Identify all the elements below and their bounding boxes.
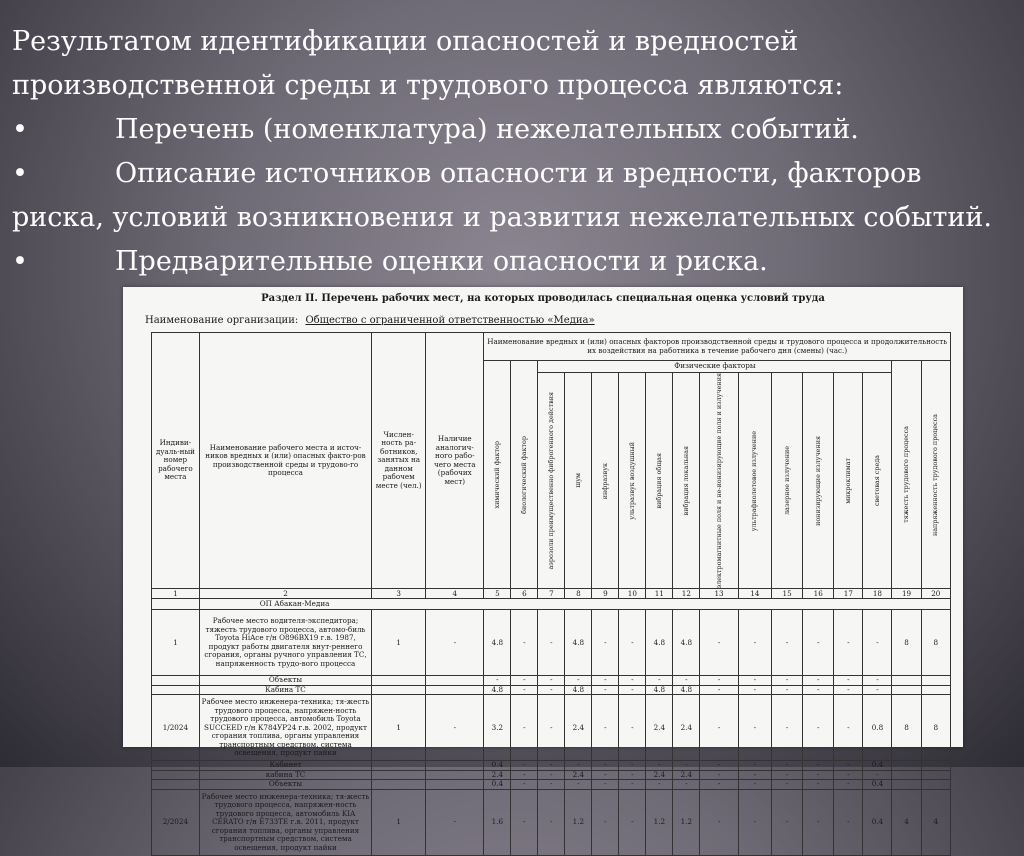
row-name: Рабочее место инженера-техника; тя-жесть трудового процесса, напряжен-ность трудового процесса, автомобиль Toyota SUCCEED г/н К784УР24 г.в. 2002, продукт сгорания топлива, органы управления транспортным средством, система освещения, продукт пайки: [199, 695, 371, 761]
table-row: [152, 695, 951, 761]
bullet-item: [12, 108, 1012, 152]
row-value: -: [863, 770, 892, 780]
row-value: 4.8: [646, 610, 673, 676]
row-value: -: [511, 610, 538, 676]
row-value: 2.4: [484, 770, 511, 780]
row-value: -: [646, 761, 673, 771]
row-value: -: [863, 610, 892, 676]
intro-paragraph: Результатом идентификации опасностей и вредностей производственной среды и трудового процесса являются:: [12, 26, 844, 101]
table-row: [152, 789, 951, 855]
table-row: [152, 676, 951, 686]
row-value: -: [538, 780, 565, 790]
row-value: -: [803, 685, 834, 695]
row-value: -: [803, 780, 834, 790]
row-value: 4.8: [646, 685, 673, 695]
row-value: 3.2: [484, 695, 511, 761]
row-value: -: [673, 676, 700, 686]
column-number: 11: [646, 589, 673, 599]
row-value: 2.4: [673, 695, 700, 761]
row-value: -: [700, 780, 738, 790]
row-value: -: [511, 789, 538, 855]
row-value: -: [834, 770, 863, 780]
row-id: 1: [152, 610, 200, 676]
header-analog: Наличие аналогич-ного рабо-чего места (рабочих мест): [426, 333, 484, 589]
row-value: -: [511, 780, 538, 790]
row-id: [152, 761, 200, 771]
row-value: [892, 676, 921, 686]
row-value: -: [700, 610, 738, 676]
row-value: -: [834, 789, 863, 855]
row-value: -: [592, 676, 619, 686]
row-value: -: [592, 780, 619, 790]
column-number: 19: [892, 589, 921, 599]
row-value: 8: [892, 695, 921, 761]
row-value: -: [700, 695, 738, 761]
table-row: [152, 610, 951, 676]
row-value: -: [511, 676, 538, 686]
row-name: Кабина ТС: [199, 685, 371, 695]
row-value: -: [700, 761, 738, 771]
row-analog: [426, 780, 484, 790]
row-value: -: [538, 676, 565, 686]
column-number: 5: [484, 589, 511, 599]
bullet-symbol: •: [12, 114, 28, 145]
row-value: 2.4: [565, 695, 592, 761]
column-number: 15: [772, 589, 803, 599]
header-name: Наименование рабочего места и источ-ников вредных и (или) опасных факто-ров производственной среды и трудово-го процесса: [199, 333, 371, 589]
row-value: 4: [921, 789, 950, 855]
row-count: [372, 676, 426, 686]
organization-label: Наименование организации:: [145, 315, 299, 326]
header-factor: световая среда: [863, 373, 892, 589]
row-value: 1.6: [484, 789, 511, 855]
row-value: -: [834, 685, 863, 695]
row-value: -: [772, 789, 803, 855]
column-number: 2: [199, 589, 371, 599]
column-number: 18: [863, 589, 892, 599]
row-name: Рабочее место инженера-техника; тя-жесть трудового процесса, напряжен-ность трудового процесса, автомобиль KIA CERATO г/н Е733ТЕ г.в. 2011, продукт сгорания топлива, органы управления транспортным средством, система освещения, продукт пайки: [199, 789, 371, 855]
row-count: [372, 685, 426, 695]
row-value: -: [565, 676, 592, 686]
row-value: -: [772, 685, 803, 695]
row-value: -: [646, 676, 673, 686]
row-value: 0.8: [863, 695, 892, 761]
row-count: [372, 780, 426, 790]
row-value: -: [511, 761, 538, 771]
row-value: -: [738, 610, 771, 676]
row-value: -: [772, 770, 803, 780]
row-value: -: [592, 695, 619, 761]
row-value: 4.8: [565, 610, 592, 676]
header-chemical: химический фактор: [484, 361, 511, 589]
bullet-text: Перечень (номенклатура) нежелательных событий.: [115, 114, 859, 145]
row-value: 4.8: [484, 610, 511, 676]
column-number: 9: [592, 589, 619, 599]
row-value: [892, 770, 921, 780]
row-count: [372, 761, 426, 771]
row-value: -: [619, 770, 646, 780]
row-value: -: [565, 761, 592, 771]
row-value: 4.8: [484, 685, 511, 695]
header-factor: инфразвук: [592, 373, 619, 589]
row-value: 2.4: [646, 695, 673, 761]
row-value: -: [619, 780, 646, 790]
row-value: [921, 676, 950, 686]
slide-text: [12, 20, 1012, 284]
row-value: -: [738, 761, 771, 771]
row-value: -: [772, 761, 803, 771]
row-value: -: [511, 685, 538, 695]
column-number: 14: [738, 589, 771, 599]
row-analog: -: [426, 695, 484, 761]
workplace-table: [151, 332, 951, 856]
row-value: -: [772, 610, 803, 676]
header-intensity: напряженность трудового процесса: [921, 361, 950, 589]
row-count: 1: [372, 789, 426, 855]
row-value: -: [619, 789, 646, 855]
row-value: -: [772, 676, 803, 686]
column-number: 17: [834, 589, 863, 599]
row-value: -: [484, 676, 511, 686]
row-value: -: [565, 780, 592, 790]
row-analog: [426, 761, 484, 771]
row-value: 0.4: [863, 780, 892, 790]
document-title: Раздел II. Перечень рабочих мест, на которых проводилась специальная оценка условий труда: [261, 293, 825, 304]
row-value: -: [619, 761, 646, 771]
column-number: 7: [538, 589, 565, 599]
header-factor: ионизирующие излучения: [803, 373, 834, 589]
row-value: [892, 780, 921, 790]
header-factor: шум: [565, 373, 592, 589]
row-value: 1.2: [565, 789, 592, 855]
bullet-symbol: •: [12, 246, 28, 277]
row-value: -: [738, 770, 771, 780]
row-value: 8: [892, 610, 921, 676]
column-number: 13: [700, 589, 738, 599]
row-value: -: [619, 685, 646, 695]
header-factor: ультрафиолетовое излучение: [738, 373, 771, 589]
row-value: -: [803, 676, 834, 686]
row-value: -: [738, 780, 771, 790]
site-name: ОП Абакан-Медиа: [199, 599, 950, 610]
row-id: [152, 770, 200, 780]
row-id: [152, 676, 200, 686]
header-biological: биологический фактор: [511, 361, 538, 589]
row-value: -: [538, 610, 565, 676]
row-value: [921, 780, 950, 790]
row-value: -: [592, 770, 619, 780]
row-value: -: [673, 780, 700, 790]
row-id: 2/2024: [152, 789, 200, 855]
row-value: -: [538, 695, 565, 761]
row-value: [921, 685, 950, 695]
row-value: -: [592, 610, 619, 676]
table-row: [152, 685, 951, 695]
row-value: 4.8: [565, 685, 592, 695]
row-value: -: [646, 780, 673, 790]
row-count: [372, 770, 426, 780]
row-value: -: [700, 676, 738, 686]
row-value: -: [803, 770, 834, 780]
row-value: -: [592, 761, 619, 771]
row-value: 8: [921, 695, 950, 761]
column-number: 4: [426, 589, 484, 599]
row-value: -: [803, 761, 834, 771]
row-value: -: [619, 676, 646, 686]
row-value: 2.4: [646, 770, 673, 780]
bullet-item: [12, 240, 1012, 284]
row-value: -: [834, 695, 863, 761]
row-name: Рабочее место водителя-экспедитора; тяжесть трудового процесса, автомо-биль Toyota HiAce г/н О896ВХ19 г.в. 1987, продукт работы двигателя внут-реннего сгорания, органы ручного управления ТС, напряженность трудо-вого процесса: [199, 610, 371, 676]
row-value: -: [803, 610, 834, 676]
bullet-item: [12, 152, 1012, 240]
row-analog: -: [426, 789, 484, 855]
row-value: [921, 761, 950, 771]
row-value: [892, 685, 921, 695]
row-count: 1: [372, 695, 426, 761]
row-value: 4.8: [673, 610, 700, 676]
table-row: [152, 780, 951, 790]
row-value: 4: [892, 789, 921, 855]
column-number: 8: [565, 589, 592, 599]
row-name: Объекты: [199, 780, 371, 790]
header-factor: микроклимат: [834, 373, 863, 589]
row-value: 2.4: [565, 770, 592, 780]
header-factor: вибрация общая: [646, 373, 673, 589]
row-value: -: [863, 685, 892, 695]
row-value: -: [700, 770, 738, 780]
header-count: Числен-ность ра-ботников, занятых на данном рабочем месте (чел.): [372, 333, 426, 589]
row-value: -: [538, 770, 565, 780]
row-value: -: [673, 761, 700, 771]
row-value: 2.4: [673, 770, 700, 780]
row-value: -: [738, 789, 771, 855]
row-value: -: [772, 695, 803, 761]
header-id: Индиви-дуаль-ный номер рабочего места: [152, 333, 200, 589]
header-factor: лазерное излучение: [772, 373, 803, 589]
row-value: 0.4: [863, 789, 892, 855]
column-number: 16: [803, 589, 834, 599]
bullet-text: Описание источников опасности и вредности, факторов риска, условий возникновения и развития нежелательных событий.: [12, 158, 992, 233]
column-number: 6: [511, 589, 538, 599]
row-count: 1: [372, 610, 426, 676]
row-value: -: [538, 685, 565, 695]
row-value: -: [834, 676, 863, 686]
row-value: -: [592, 685, 619, 695]
row-value: -: [738, 685, 771, 695]
row-value: 0.4: [863, 761, 892, 771]
row-value: -: [803, 695, 834, 761]
row-value: -: [738, 695, 771, 761]
row-value: -: [803, 789, 834, 855]
row-value: 8: [921, 610, 950, 676]
scanned-document: [123, 287, 963, 852]
column-number: 1: [152, 589, 200, 599]
row-value: [921, 770, 950, 780]
row-value: 0.4: [484, 761, 511, 771]
row-value: 1.2: [673, 789, 700, 855]
row-id: [152, 685, 200, 695]
column-number: 3: [372, 589, 426, 599]
bullet-text: Предварительные оценки опасности и риска.: [115, 246, 768, 277]
row-value: -: [772, 780, 803, 790]
row-value: -: [538, 789, 565, 855]
row-value: -: [834, 610, 863, 676]
table-row: [152, 761, 951, 771]
row-value: -: [619, 695, 646, 761]
organization-value: Общество с ограниченной ответственностью «Медиа»: [305, 315, 595, 326]
row-value: -: [511, 770, 538, 780]
row-name: Кабинет: [199, 761, 371, 771]
row-analog: [426, 770, 484, 780]
row-value: -: [700, 789, 738, 855]
row-analog: [426, 685, 484, 695]
header-factor: электромагнитные поля и не-ионизирующие поля и излучения: [700, 373, 738, 589]
row-value: [892, 761, 921, 771]
row-value: -: [834, 761, 863, 771]
header-factor: вибрация локальная: [673, 373, 700, 589]
row-value: -: [700, 685, 738, 695]
header-factor: ультразвук воздушный: [619, 373, 646, 589]
header-factor: аэрозоли преимущественно фиброгенного действия: [538, 373, 565, 589]
row-value: -: [538, 761, 565, 771]
row-value: -: [863, 676, 892, 686]
header-severity: тяжесть трудового процесса: [892, 361, 921, 589]
row-value: 0.4: [484, 780, 511, 790]
row-value: -: [834, 780, 863, 790]
column-number: 12: [673, 589, 700, 599]
row-value: 4.8: [673, 685, 700, 695]
row-value: -: [738, 676, 771, 686]
header-factors-group: Наименование вредных и (или) опасных факторов производственной среды и трудового процесса и продолжительность их воздействия на работника в течение рабочего дня (смены) (час.): [484, 333, 951, 361]
column-number: 10: [619, 589, 646, 599]
column-number: 20: [921, 589, 950, 599]
organization-line: [145, 315, 595, 326]
row-value: -: [511, 695, 538, 761]
row-value: 1.2: [646, 789, 673, 855]
bullet-symbol: •: [12, 158, 28, 189]
row-value: -: [592, 789, 619, 855]
row-id: [152, 780, 200, 790]
header-physical-group: Физические факторы: [538, 361, 892, 373]
row-value: -: [619, 610, 646, 676]
row-name: Объекты: [199, 676, 371, 686]
row-analog: [426, 676, 484, 686]
row-id: 1/2024: [152, 695, 200, 761]
row-name: кабина ТС: [199, 770, 371, 780]
row-analog: -: [426, 610, 484, 676]
